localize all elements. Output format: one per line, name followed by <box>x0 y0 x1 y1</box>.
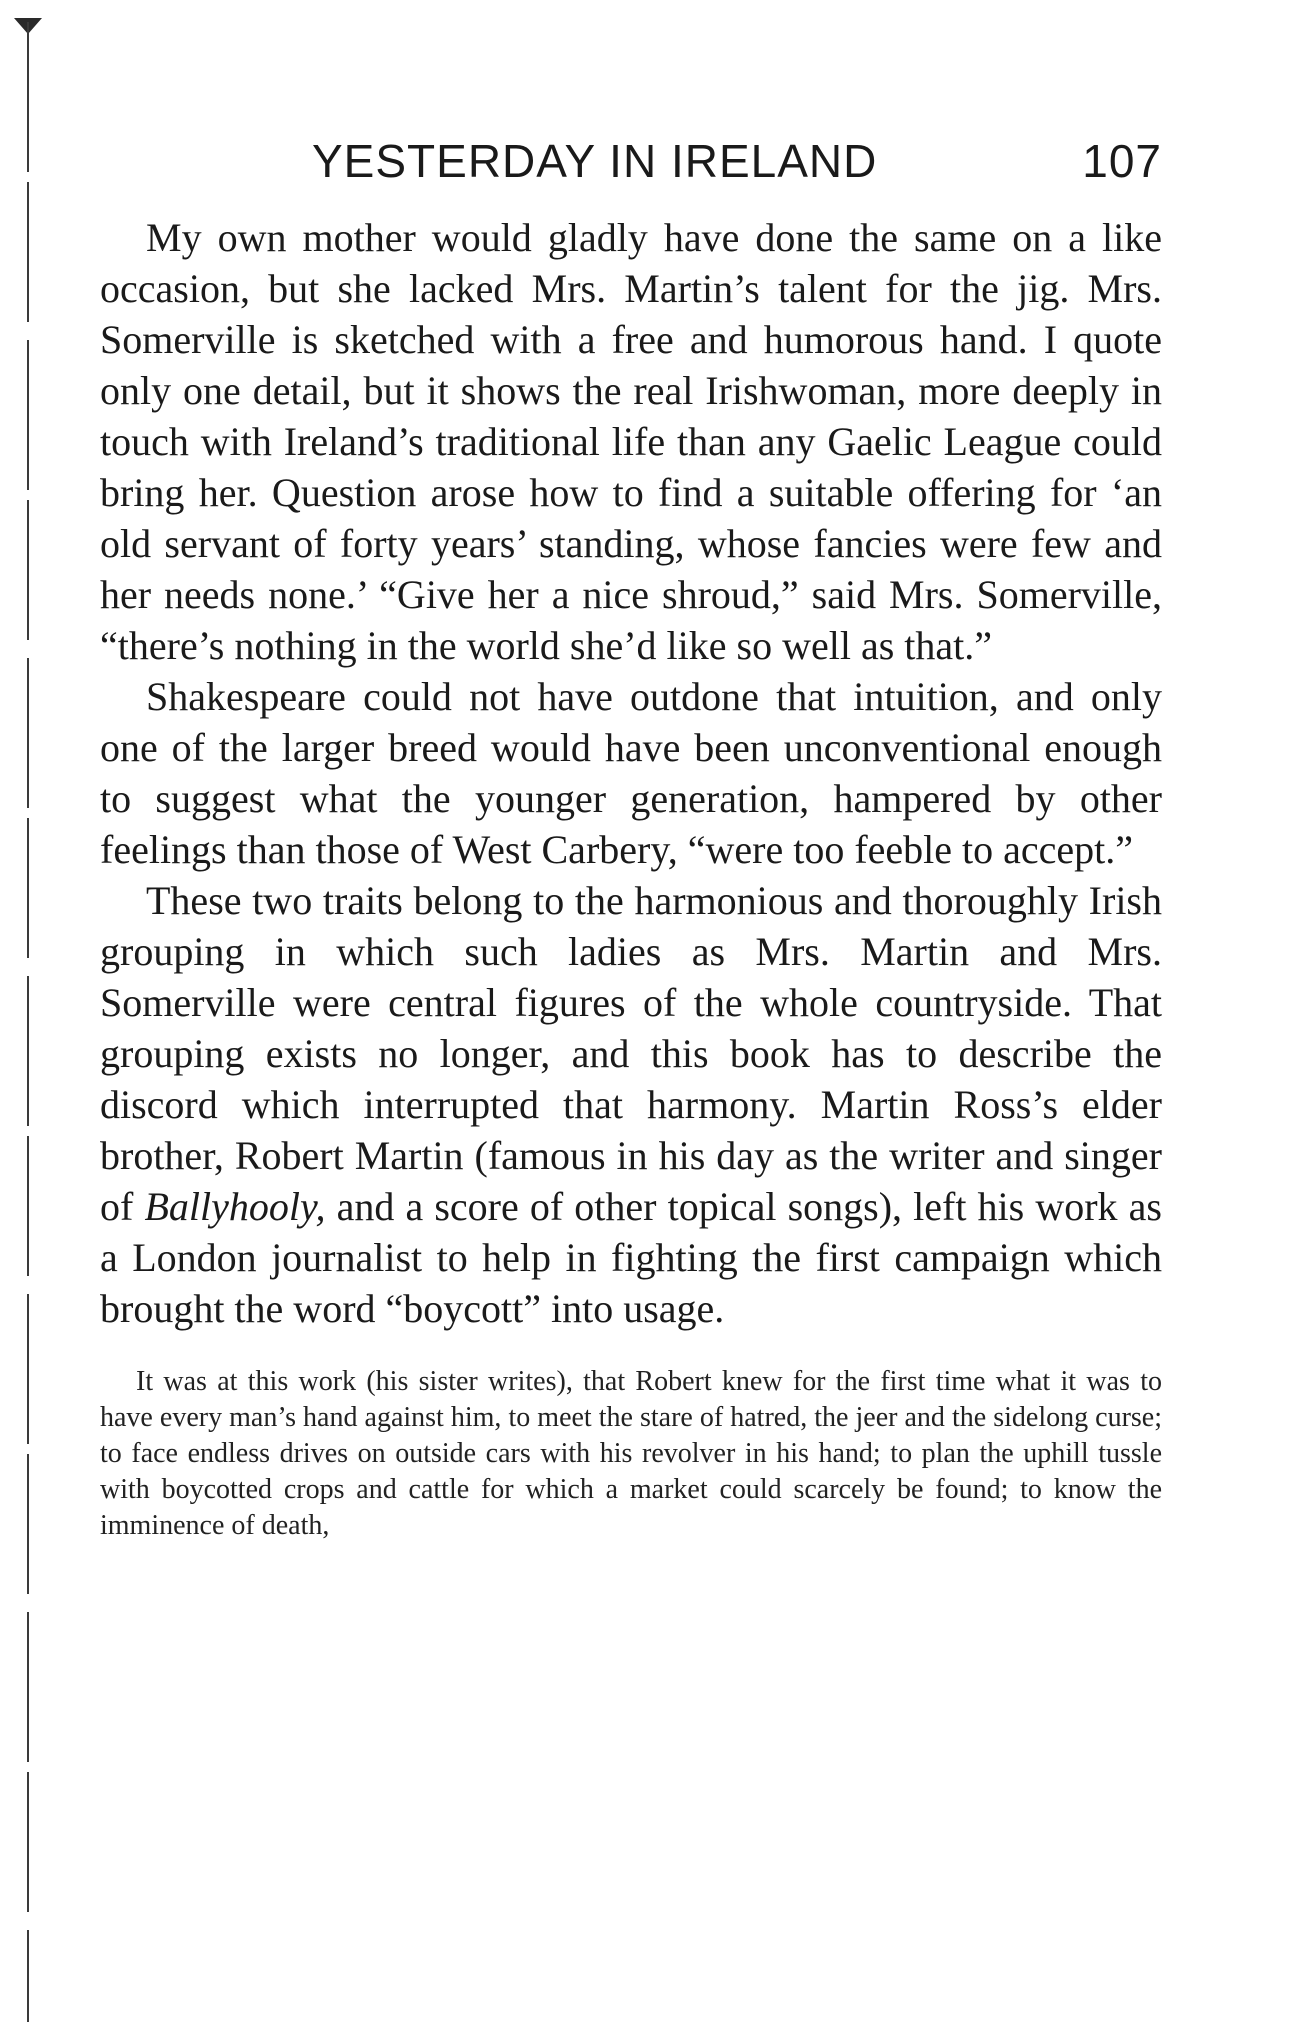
running-head <box>312 134 1162 194</box>
block-quotation: It was at this work (his sister writes), that Robert knew for the first time what it was to have every man’s hand against him, to meet the stare of hatred, the jeer and the sidelong curse; to face endless drives on outside cars with his revolver in his hand; to plan the uphill tussle with boycotted crops and cattle for which a market could scarcely be found; to know the imminence of death, <box>100 1366 1162 1541</box>
paragraph-3-text-b: and a score of other topical songs), left his work as a London journalist to help in fighting the first campaign which brought the word “boycott” into usage. <box>100 1184 1162 1331</box>
body-text <box>100 212 1162 1544</box>
song-title-italic: Ballyhooly, <box>144 1184 326 1229</box>
binding-edge-line <box>27 22 29 2022</box>
paragraph-2: Shakespeare could not have outdone that intuition, and only one of the larger breed would have been unconventional enough to suggest what the younger generation, hampered by other feelings than those of West Carbery, “were too feeble to accept.” <box>100 674 1162 872</box>
paragraph-3 <box>100 875 1162 1334</box>
running-head-title: YESTERDAY IN IRELAND <box>312 135 878 187</box>
paragraph-1: My own mother would gladly have done the same on a like occasion, but she lacked Mrs. Martin’s talent for the jig. Mrs. Somerville is sketched with a free and humorous hand. I quote only one detail, but it shows the real Irishwoman, more deeply in touch with Ireland’s traditional life than any Gaelic League could bring her. Question arose how to find a suitable offering for ‘an old servant of forty years’ standing, whose fancies were few and her needs none.’ “Give her a nice shroud,” said Mrs. Somerville, “there’s nothing in the world she’d like so well as that.” <box>100 215 1162 668</box>
paragraph-3-text-a: These two traits belong to the harmonious and thoroughly Irish grouping in which such ladies as Mrs. Martin and Mrs. Somerville were central figures of the whole countryside. That grouping exists no longer, and this book has to describe the discord which interrupted that harmony. Martin Ross’s elder brother, Robert Martin (famous in his day as the writer and singer of <box>100 878 1162 1229</box>
page-number: 107 <box>1082 135 1162 187</box>
